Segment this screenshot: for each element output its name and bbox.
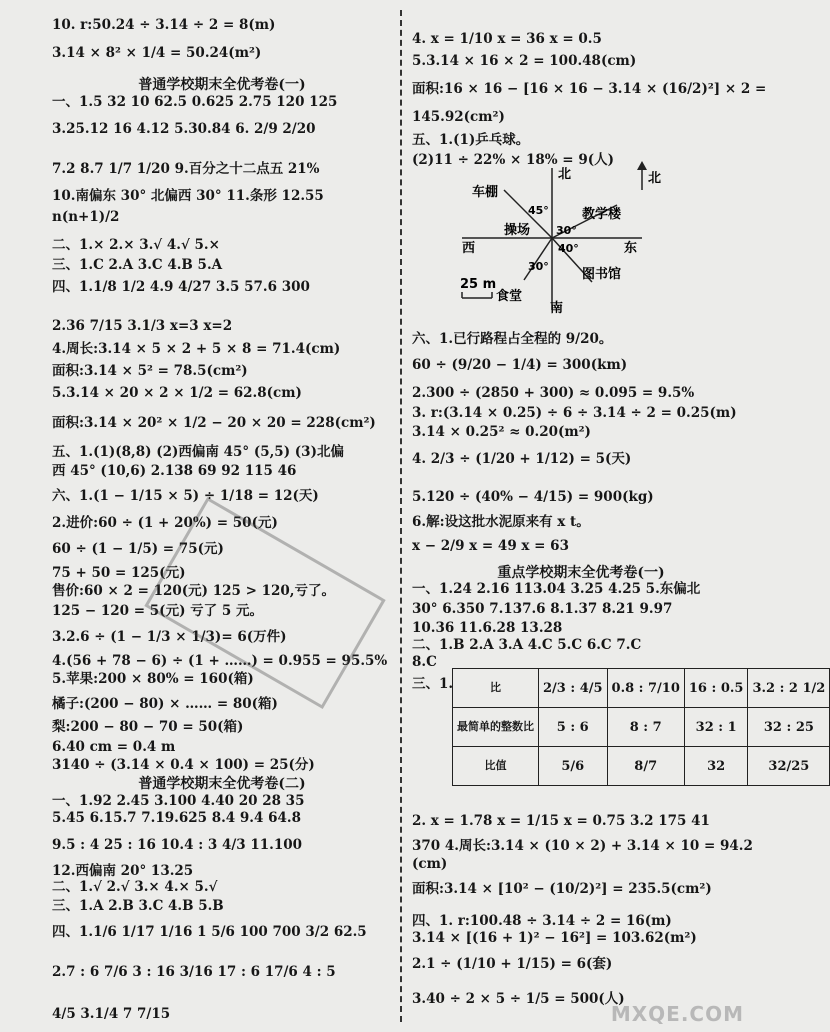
section-title: 重点学校期末全优考卷(一) [497,565,665,581]
answer-line: 四、1. r:100.48 ÷ 3.14 ÷ 2 = 16(m) [412,913,672,929]
answer-line: 面积:3.14 × [10² − (10/2)²] = 235.5(cm²) [412,881,712,897]
answer-line: x − 2/9 x = 49 x = 63 [412,538,569,554]
answer-line: 西 45° (10,6) 2.138 69 92 115 46 [52,463,297,479]
answer-line: 125 − 120 = 5(元) 亏了 5 元。 [52,603,263,619]
answer-line: 一、1.5 32 10 62.5 0.625 2.75 120 125 [52,94,338,110]
answer-line: 橘子:(200 − 80) × …… = 80(箱) [52,696,278,712]
table-cell: 3.2 : 2 1/2 [748,669,830,708]
answer-line: 10.南偏东 30° 北偏西 30° 11.条形 12.55 [52,188,324,204]
answer-line: 3.2.6 ÷ (1 − 1/3 × 1/3)= 6(万件) [52,629,287,645]
answer-line: 75 + 50 = 125(元) [52,565,186,581]
direction-diagram [432,160,732,320]
ratio-table [452,668,830,786]
answer-line: 2.300 ÷ (2850 + 300) ≈ 0.095 = 9.5% [412,385,695,401]
answer-line: n(n+1)/2 [52,209,120,225]
answer-line: 4/5 3.1/4 7 7/15 [52,1006,171,1022]
answer-line: 售价:60 × 2 = 120(元) 125 > 120,亏了。 [52,583,336,599]
table-cell: 16 : 0.5 [684,669,748,708]
answer-line: 面积:16 × 16 − [16 × 16 − 3.14 × (16/2)²] × 2 = [412,81,767,97]
answer-line: 8.C [412,654,437,670]
answer-line: 2.7 : 6 7/6 3 : 16 3/16 17 : 6 17/6 4 : 5 [52,964,336,980]
ray-canteen [524,238,552,280]
watermark: MXQE.COM [610,1002,744,1026]
answer-line: 3.14 × [(16 + 1)² − 16²] = 103.62(m²) [412,930,697,946]
answer-line: 2. x = 1.78 x = 1/15 x = 0.75 3.2 175 41 [412,813,710,829]
column-divider [400,10,402,1022]
label-shed: 车棚 [472,185,499,200]
table-cell: 8 : 7 [607,708,684,747]
table-cell: 32 [684,747,748,786]
answer-line: (cm) [412,856,448,872]
answer-line: 370 4.周长:3.14 × (10 × 2) + 3.14 × 10 = 94.2 [412,838,753,854]
section-title: 普通学校期末全优考卷(一) [138,77,306,93]
answer-line: 9.5 : 4 25 : 16 10.4 : 3 4/3 11.100 [52,837,303,853]
table-row [453,708,830,747]
answer-line: 3.14 × 8² × 1/4 = 50.24(m²) [52,45,262,61]
answer-line: 4. 2/3 ÷ (1/20 + 1/12) = 5(天) [412,451,632,467]
answer-line: 7.2 8.7 1/7 1/20 9.百分之十二点五 21% [52,161,320,177]
answer-line: 2.36 7/15 3.1/3 x=3 x=2 [52,318,233,334]
answer-line: 三、1.A 2.B 3.C 4.B 5.B [52,898,224,914]
answer-line: 一、1.24 2.16 113.04 3.25 4.25 5.东偏北 [412,581,701,597]
answer-line: 5.45 6.15.7 7.19.625 8.4 9.4 64.8 [52,810,301,826]
answer-line: 面积:3.14 × 20² × 1/2 − 20 × 20 = 228(cm²) [52,415,376,431]
answer-line: 三、1.C 2.A 3.C 4.B 5.A [52,257,223,273]
answer-line: 面积:3.14 × 5² = 78.5(cm²) [52,363,248,379]
table-cell: 8/7 [607,747,684,786]
table-cell: 0.8 : 7/10 [607,669,684,708]
answer-line: 五、1.(1)(8,8) (2)西偏南 45° (5,5) (3)北偏 [52,444,344,460]
label-field: 操场 [504,223,531,238]
answer-line: 六、1.已行路程占全程的 9/20。 [412,331,613,347]
angle-30-south: 30° [528,260,549,273]
answer-line: 二、1.√ 2.√ 3.× 4.× 5.√ [52,879,218,895]
table-cell: 32 : 1 [684,708,748,747]
answer-line: 5.3.14 × 16 × 2 = 100.48(cm) [412,53,637,69]
answer-line: 12.西偏南 20° 13.25 [52,863,194,879]
left-column [52,0,392,1032]
answer-line: (2)11 ÷ 22% × 18% = 9(人) [412,152,614,168]
section-title: 普通学校期末全优考卷(二) [138,776,306,792]
table-cell: 5 : 6 [539,708,608,747]
label-south: 南 [550,301,564,316]
answer-line: 5.3.14 × 20 × 2 × 1/2 = 62.8(cm) [52,385,302,401]
answer-line: 四、1.1/6 1/17 1/16 1 5/6 100 700 3/2 62.5 [52,924,367,940]
table-row [453,669,830,708]
answer-line: 2.进价:60 ÷ (1 + 20%) = 50(元) [52,515,278,531]
table-cell: 32 : 25 [748,708,830,747]
table-cell: 5/6 [539,747,608,786]
answer-line: 4.周长:3.14 × 5 × 2 + 5 × 8 = 71.4(cm) [52,341,341,357]
answer-line: 3.40 ÷ 2 × 5 ÷ 1/5 = 500(人) [412,991,625,1007]
answer-line: 30° 6.350 7.137.6 8.1.37 8.21 9.97 [412,601,673,617]
answer-line: 二、1.B 2.A 3.A 4.C 5.C 6.C 7.C [412,637,642,653]
table-row [453,747,830,786]
angle-30-north: 30° [556,224,577,237]
answer-line: 3.14 × 0.25² ≈ 0.20(m²) [412,424,591,440]
label-west: 西 [462,241,476,256]
table-header-cell: 最简单的整数比 [453,708,539,747]
label-building: 教学楼 [582,207,622,222]
table-header-cell: 比值 [453,747,539,786]
answer-line: 145.92(cm²) [412,109,505,125]
answer-line: 梨:200 − 80 − 70 = 50(箱) [52,719,244,735]
answer-line: 5.苹果:200 × 80% = 160(箱) [52,671,254,687]
angle-45: 45° [528,204,549,217]
label-library: 图书馆 [582,267,622,282]
label-north: 北 [558,167,572,182]
answer-line: 一、1.92 2.45 3.100 4.40 20 28 35 [52,793,305,809]
answer-line: 60 ÷ (9/20 − 1/4) = 300(km) [412,357,628,373]
answer-line: 五、1.(1)乒乓球。 [412,132,530,148]
answer-line: 3. r:(3.14 × 0.25) ÷ 6 ÷ 3.14 ÷ 2 = 0.25(m) [412,405,737,421]
answer-line: 6.解:设这批水泥原来有 x t。 [412,514,590,530]
answer-line: 4.(56 + 78 − 6) ÷ (1 + ……) = 0.955 = 95.5% [52,653,388,669]
label-scale: 25 m [460,277,497,292]
table-cell: 2/3 : 4/5 [539,669,608,708]
answer-line: 10. r:50.24 ÷ 3.14 ÷ 2 = 8(m) [52,17,276,33]
answer-line: 4. x = 1/10 x = 36 x = 0.5 [412,31,602,47]
answer-line: 60 ÷ (1 − 1/5) = 75(元) [52,541,224,557]
answer-line: 3140 ÷ (3.14 × 0.4 × 100) = 25(分) [52,757,315,773]
answer-line: 6.40 cm = 0.4 m [52,739,176,755]
label-canteen: 食堂 [496,289,523,304]
table-cell: 32/25 [748,747,830,786]
table-header-cell: 比 [453,669,539,708]
north-arrow-head [637,161,647,170]
label-north-arrow: 北 [648,171,662,186]
right-column [412,0,826,1032]
answer-line: 六、1.(1 − 1/15 × 5) ÷ 1/18 = 12(天) [52,488,319,504]
answer-line: 5.120 ÷ (40% − 4/15) = 900(kg) [412,489,654,505]
answer-line: 10.36 11.6.28 13.28 [412,620,563,636]
label-east: 东 [624,241,638,256]
angle-40: 40° [558,242,579,255]
answer-line: 四、1.1/8 1/2 4.9 4/27 3.5 57.6 300 [52,279,310,295]
answer-line: 三、1. [412,676,454,692]
answer-line: 3.25.12 16 4.12 5.30.84 6. 2/9 2/20 [52,121,316,137]
answer-line: 二、1.× 2.× 3.√ 4.√ 5.× [52,237,220,253]
answer-line: 2.1 ÷ (1/10 + 1/15) = 6(套) [412,956,613,972]
